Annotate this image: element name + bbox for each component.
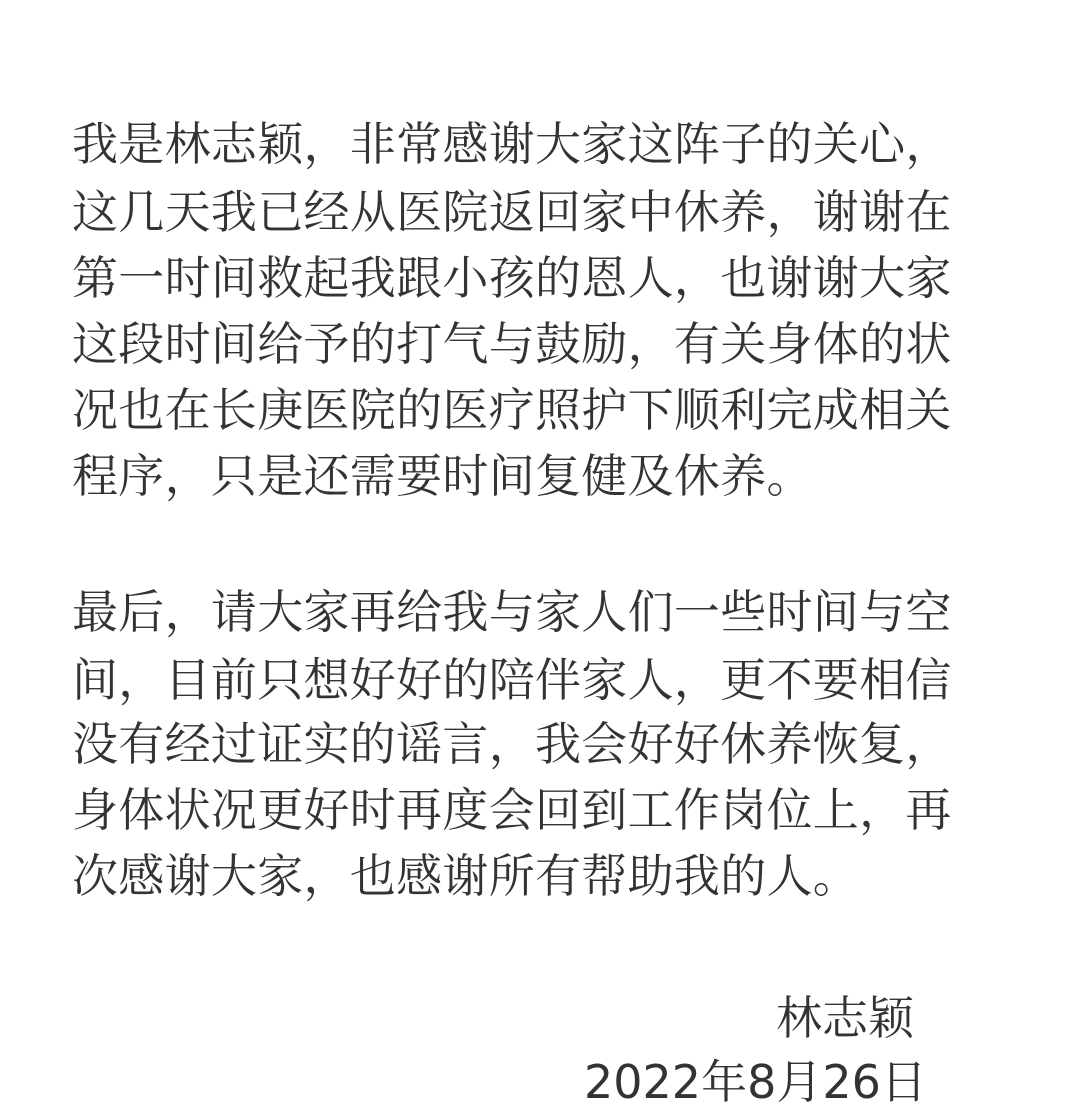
paragraph-1-line-1: 我是林志颖，非常感谢大家这阵子的关心， <box>72 117 952 171</box>
paragraph-1-line-3: 第一时间救起我跟小孩的恩人，也谢谢大家 <box>72 251 952 305</box>
paragraph-1-line-6: 程序，只是还需要时间复健及休养。 <box>72 449 813 503</box>
paragraph-2-line-2: 间，目前只想好好的陪伴家人，更不要相信 <box>72 653 952 707</box>
signature-date: 2022年8月26日 <box>584 1055 927 1109</box>
paragraph-1-line-4: 这段时间给予的打气与鼓励，有关身体的状 <box>72 317 952 371</box>
paragraph-2-line-5: 次感谢大家，也感谢所有帮助我的人。 <box>72 849 860 903</box>
signature-name: 林志颖 <box>776 991 914 1045</box>
paragraph-2-line-4: 身体状况更好时再度会回到工作岗位上，再 <box>72 783 952 837</box>
paragraph-2-line-3: 没有经过证实的谣言，我会好好休养恢复， <box>72 717 952 771</box>
paragraph-1-line-5: 况也在长庚医院的医疗照护下顺利完成相关 <box>72 383 952 437</box>
paragraph-1-line-2: 这几天我已经从医院返回家中休养，谢谢在 <box>72 185 952 239</box>
paragraph-2-line-1: 最后，请大家再给我与家人们一些时间与空 <box>72 585 952 639</box>
